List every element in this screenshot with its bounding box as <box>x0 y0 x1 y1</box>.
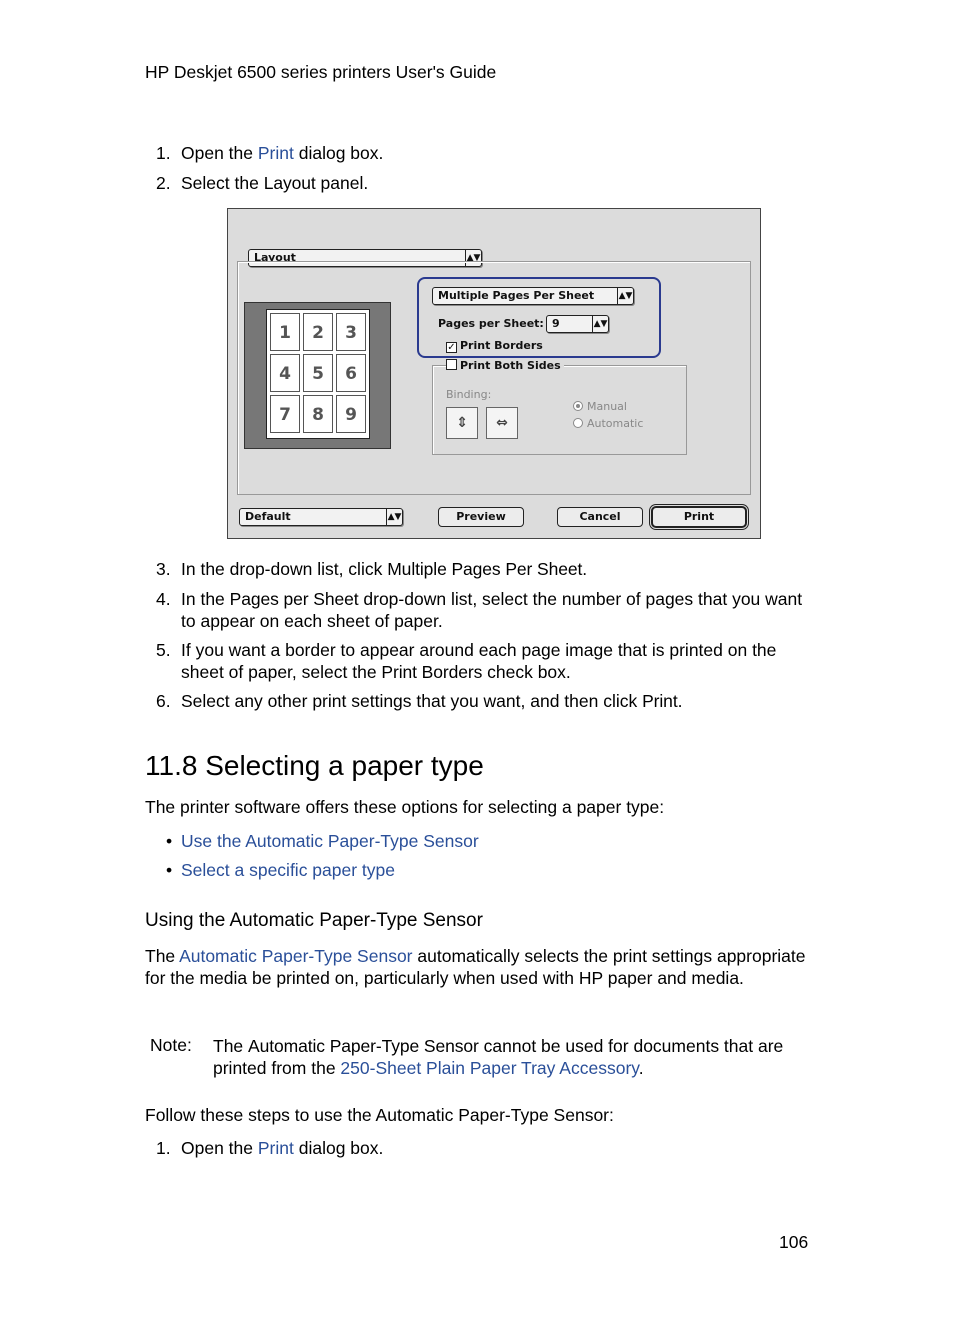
subsection-title: Using the Automatic Paper-Type Sensor <box>145 910 483 931</box>
ui-term: Layout <box>263 173 316 193</box>
step-text: panel. <box>315 173 369 193</box>
ui-term: Pages per Sheet <box>229 589 359 609</box>
step-text: In the <box>181 589 230 609</box>
layout-mode-popup[interactable] <box>432 287 634 305</box>
print-both-sides-checkbox[interactable] <box>446 359 564 372</box>
page-number: 106 <box>779 1232 809 1252</box>
radio-selected-icon <box>573 401 583 411</box>
step-text: . <box>582 559 588 579</box>
ui-term: Multiple Pages Per Sheet <box>387 559 583 579</box>
ui-term: Print Borders <box>381 662 483 682</box>
pages-per-sheet-popup[interactable] <box>546 315 609 333</box>
bullet-icon: • <box>166 860 173 880</box>
step-number: 2. <box>156 173 171 193</box>
binding-long-edge-icon[interactable]: ⇕ <box>446 407 478 439</box>
preview-cell: 9 <box>336 395 366 433</box>
panel-popup-label: Layout <box>254 251 296 264</box>
page-header: HP Deskjet 6500 series printers User's Guide <box>145 62 497 82</box>
checkmark-icon: ✓ <box>447 342 456 353</box>
updown-arrow-icon: ▲▼ <box>386 509 402 525</box>
ui-term: Automatic Paper-Type Sensor <box>248 1036 479 1056</box>
cancel-button[interactable]: Cancel <box>557 507 643 527</box>
automatic-sensor-link[interactable]: Use the Automatic Paper-Type Sensor <box>181 831 479 851</box>
preview-cell: 6 <box>336 354 366 392</box>
preview-cell: 1 <box>270 313 300 351</box>
updown-arrow-icon: ▲▼ <box>592 316 608 332</box>
layout-mode-label: Multiple Pages Per Sheet <box>438 289 595 302</box>
manual-label: Manual <box>587 400 627 413</box>
step-number: 5. <box>156 640 171 660</box>
step-number: 6. <box>156 691 171 711</box>
step-number: 3. <box>156 559 171 579</box>
step-text: dialog box. <box>293 1138 384 1158</box>
bullet-icon: • <box>166 831 173 851</box>
note-text-part: . <box>638 1058 644 1078</box>
step-text: dialog box. <box>293 143 384 163</box>
preview-sheet <box>266 309 370 439</box>
step-text: Open the <box>181 143 258 163</box>
note-label: Note: <box>150 1035 192 1055</box>
updown-arrow-icon: ▲▼ <box>617 288 633 304</box>
step-text: drop-down list, select the number of pages that you want to appear on each sheet of paper. <box>181 589 803 631</box>
step-text: . <box>677 691 683 711</box>
step-text: Select the <box>181 173 264 193</box>
step-text: check box. <box>482 662 571 682</box>
print-link[interactable]: Print <box>257 143 294 163</box>
paragraph-text: automatically selects the print settings appropriate for the media be printed on, particularly when used with HP paper and media. <box>145 946 806 988</box>
print-button[interactable]: Print <box>651 506 747 528</box>
preview-cell: 7 <box>270 395 300 433</box>
step-text: If you want a border to appear around each page image that is printed on the sheet of paper, select the <box>181 640 777 682</box>
subsection-paragraph <box>145 945 815 989</box>
preview-cell: 3 <box>336 313 366 351</box>
radio-empty-icon <box>573 418 583 428</box>
step-number: 1. <box>156 143 171 163</box>
tray-accessory-link[interactable]: 250-Sheet Plain Paper Tray Accessory <box>340 1058 639 1078</box>
section-title: 11.8 Selecting a paper type <box>145 750 484 781</box>
automatic-sensor-link[interactable]: Automatic Paper-Type Sensor <box>179 946 413 966</box>
updown-arrow-icon: ▲▼ <box>465 250 481 266</box>
automatic-label: Automatic <box>587 417 644 430</box>
pages-per-sheet-label: Pages per Sheet: <box>438 317 544 330</box>
preset-popup-label: Default <box>245 510 291 523</box>
layout-preview <box>244 302 391 449</box>
note-text-part: cannot be used for documents that are printed from the <box>213 1036 784 1078</box>
step-text: Select any other print settings that you want, and then click <box>181 691 643 711</box>
paragraph-text: The <box>145 946 180 966</box>
print-link[interactable]: Print <box>257 1138 294 1158</box>
section-intro: The printer software offers these options for selecting a paper type: <box>145 797 665 817</box>
preview-cell: 2 <box>303 313 333 351</box>
print-borders-checkbox[interactable] <box>446 339 543 353</box>
preview-cell: 5 <box>303 354 333 392</box>
preview-button[interactable]: Preview <box>438 507 524 527</box>
note-text-part: The <box>213 1036 249 1056</box>
print-dialog-screenshot <box>227 208 761 539</box>
follow-steps-text: Follow these steps to use the Automatic Paper-Type Sensor: <box>145 1105 614 1125</box>
preset-popup[interactable] <box>239 508 403 526</box>
preview-cell: 4 <box>270 354 300 392</box>
print-both-sides-label: Print Both Sides <box>460 359 561 372</box>
specific-paper-type-link[interactable]: Select a specific paper type <box>181 860 396 880</box>
pages-per-sheet-value: 9 <box>552 317 560 330</box>
step-text: In the drop-down list, click <box>181 559 388 579</box>
step-number: 4. <box>156 589 171 609</box>
print-borders-label: Print Borders <box>460 339 543 352</box>
preview-cell: 8 <box>303 395 333 433</box>
binding-short-edge-icon[interactable]: ⇔ <box>486 407 518 439</box>
binding-label: Binding: <box>446 388 492 401</box>
binding-manual-radio[interactable] <box>573 400 627 413</box>
ui-term: Print <box>642 691 678 711</box>
step-number: 1. <box>156 1138 171 1158</box>
note-text <box>213 1035 813 1079</box>
binding-automatic-radio[interactable] <box>573 417 643 430</box>
step-text: Open the <box>181 1138 258 1158</box>
checkbox-empty-icon <box>446 359 457 370</box>
